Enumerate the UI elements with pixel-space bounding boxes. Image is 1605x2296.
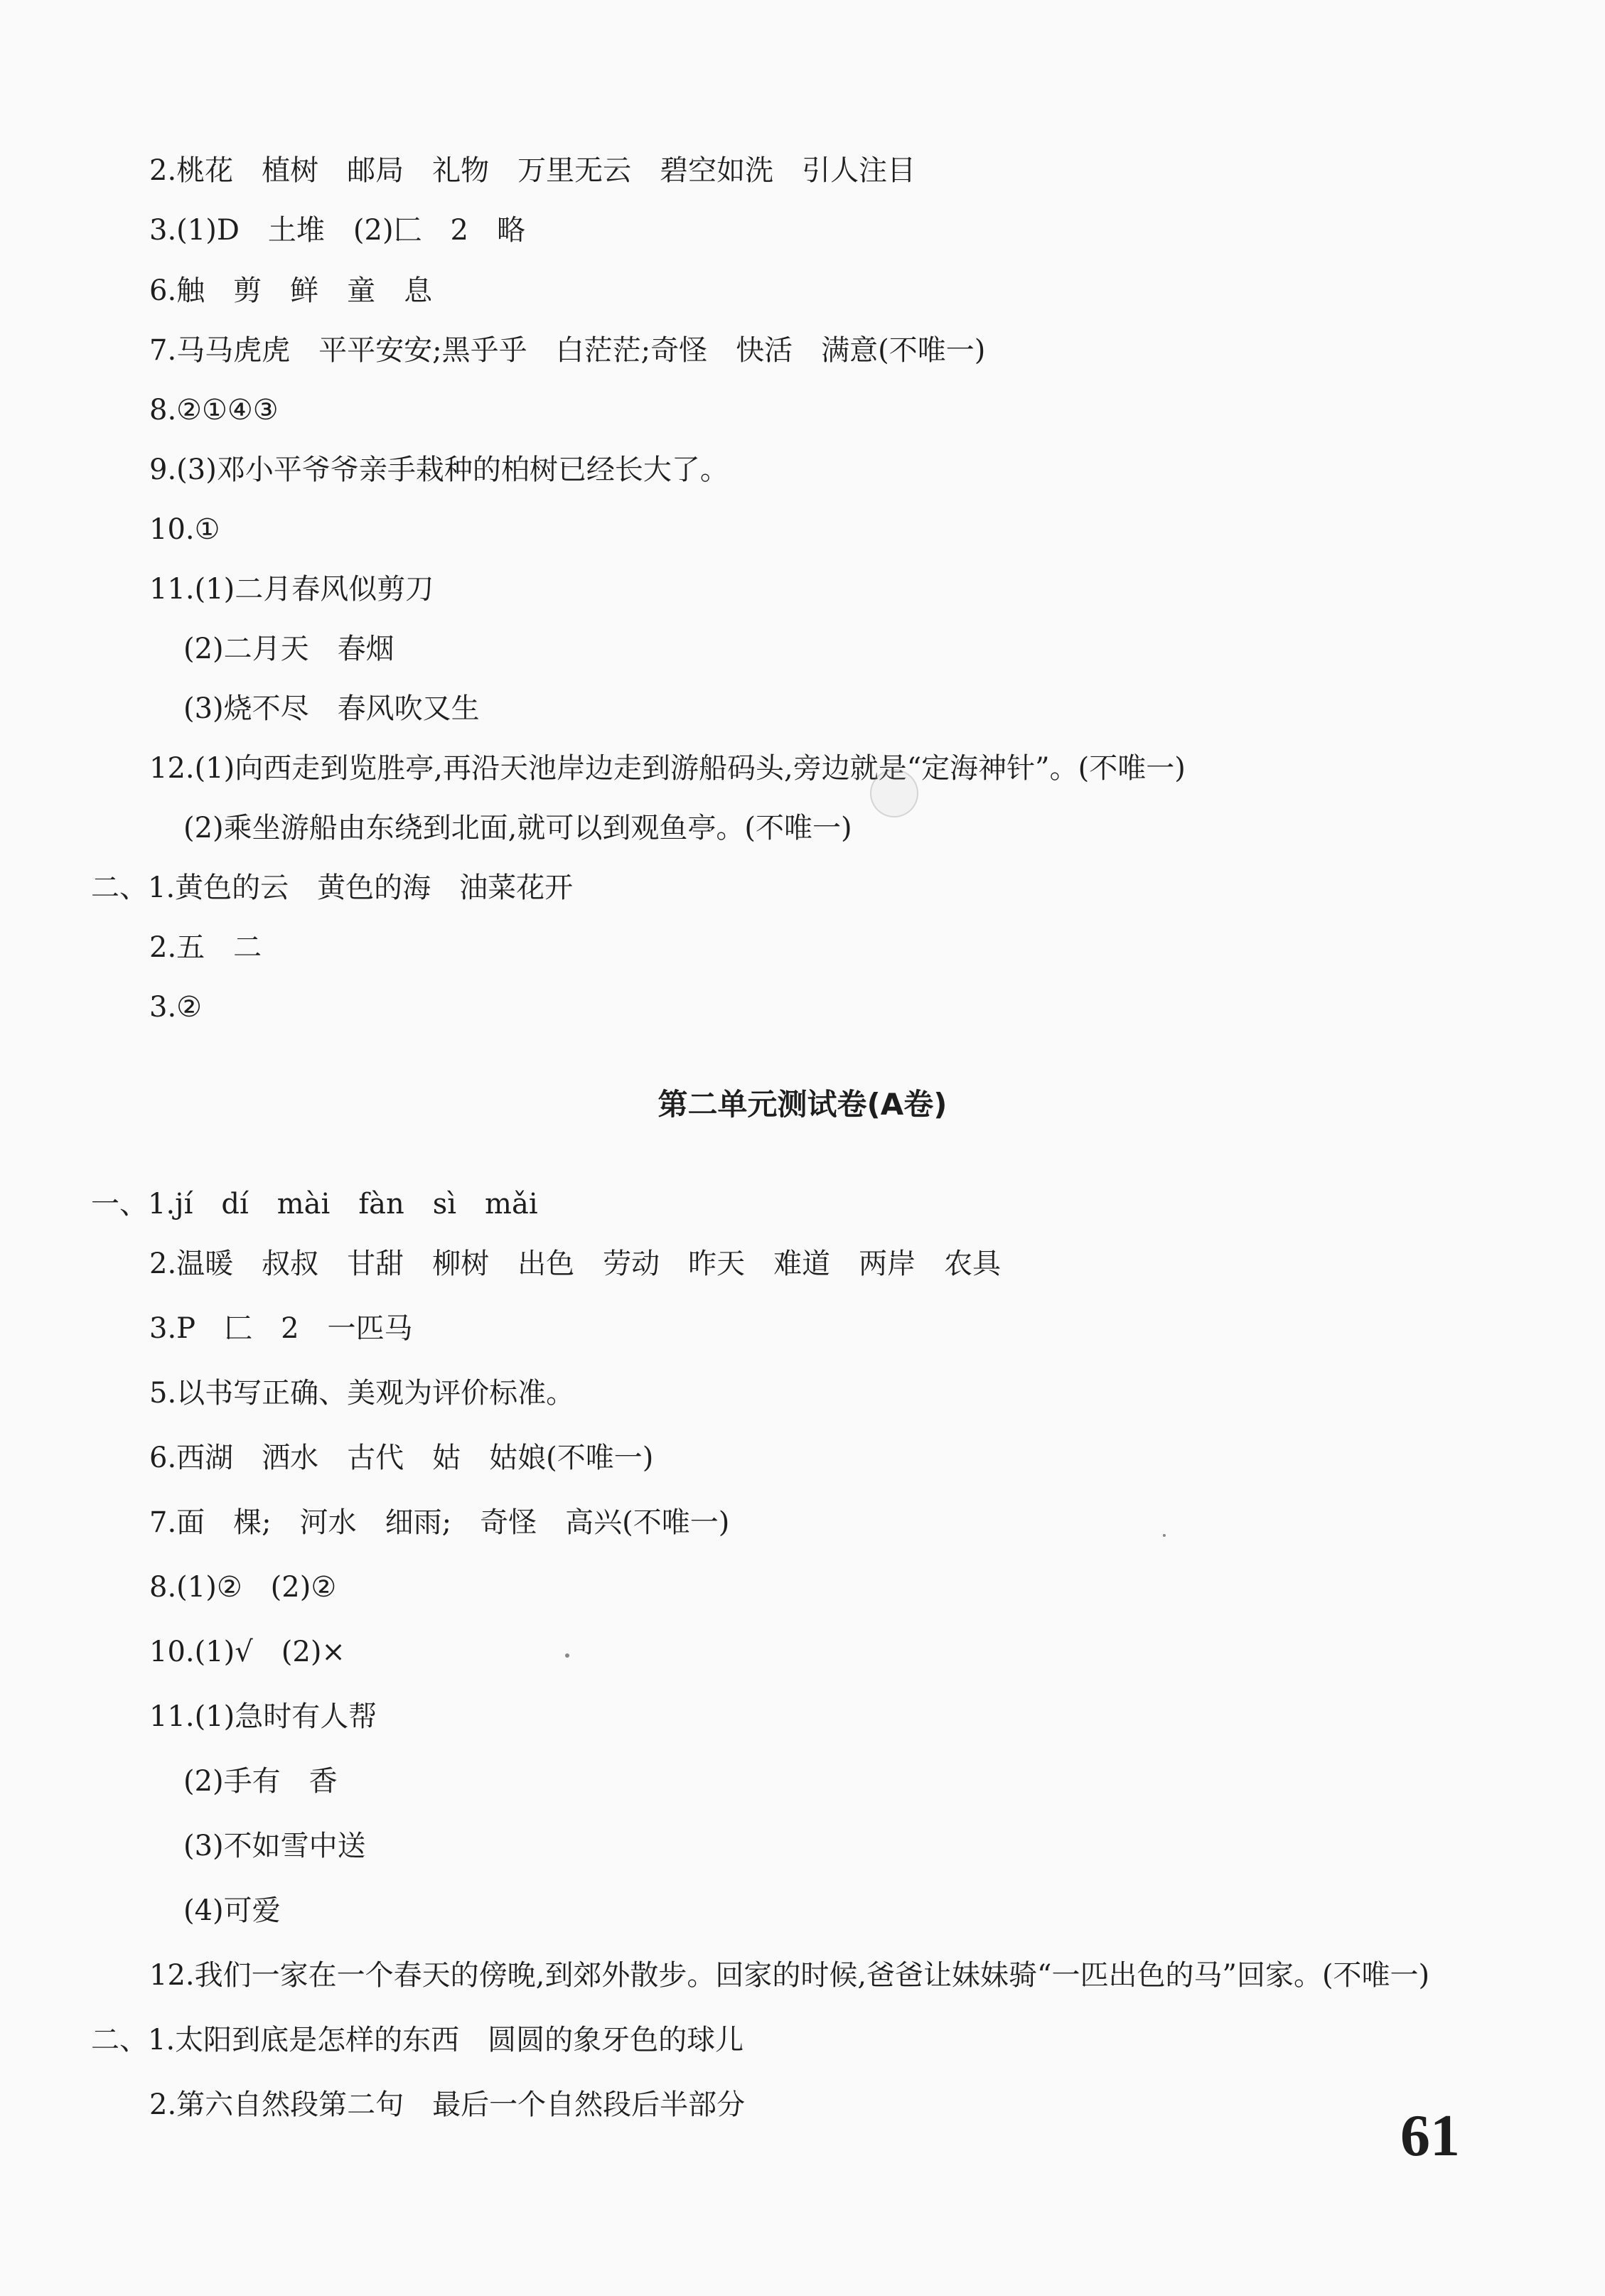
answer-line: 8.②①④③ — [149, 394, 279, 427]
stamp-mark — [870, 769, 918, 817]
answer-line: 6.西湖 洒水 古代 姑 姑娘(不唯一) — [149, 1442, 654, 1474]
answer-line: 二、1.黄色的云 黄色的海 油菜花开 — [91, 871, 574, 904]
answer-line: 2.桃花 植树 邮局 礼物 万里无云 碧空如洗 引人注目 — [149, 154, 916, 187]
answer-line: 7.马马虎虎 平平安安;黑乎乎 白茫茫;奇怪 快活 满意(不唯一) — [149, 334, 986, 367]
answer-line: 11.(1)二月春风似剪刀 — [149, 573, 434, 606]
answer-line: 6.触 剪 鲜 童 息 — [149, 274, 433, 307]
answer-line: (3)烧不尽 春风吹又生 — [183, 692, 480, 725]
answer-line: 12.(1)向西走到览胜亭,再沿天池岸边走到游船码头,旁边就是“定海神针”。(不唯一) — [149, 752, 1186, 785]
answer-line: 7.面 棵; 河水 细雨; 奇怪 高兴(不唯一) — [149, 1506, 730, 1539]
answer-line: 10.(1)√ (2)× — [149, 1636, 345, 1668]
answer-line: 5.以书写正确、美观为评价标准。 — [149, 1377, 575, 1410]
answer-line: 二、1.太阳到底是怎样的东西 圆圆的象牙色的球儿 — [91, 2024, 744, 2056]
answer-line: 9.(3)邓小平爷爷亲手栽种的柏树已经长大了。 — [149, 454, 729, 486]
answer-line: 10.① — [149, 513, 220, 546]
answer-line: 2.温暖 叔叔 甘甜 柳树 出色 劳动 昨天 难道 两岸 农具 — [149, 1248, 1002, 1280]
answer-line: 一、1.jí dí mài fàn sì mǎi — [91, 1188, 538, 1221]
answer-line: 3.② — [149, 991, 203, 1024]
answer-line: (2)手有 香 — [183, 1765, 338, 1798]
answer-line: 11.(1)急时有人帮 — [149, 1700, 377, 1733]
answer-line: (4)可爱 — [183, 1894, 281, 1927]
answer-line: 3.P 匚 2 一匹马 — [149, 1312, 413, 1345]
answer-line: 3.(1)D 土堆 (2)匚 2 略 — [149, 214, 526, 247]
answer-line: (2)二月天 春烟 — [183, 633, 394, 665]
answer-line: (2)乘坐游船由东绕到北面,就可以到观鱼亭。(不唯一) — [183, 812, 852, 844]
scan-speck — [1163, 1534, 1166, 1537]
answer-line: 2.五 二 — [149, 931, 262, 964]
scan-speck — [565, 1653, 569, 1658]
answer-line: (3)不如雪中送 — [183, 1830, 366, 1862]
answer-line: 2.第六自然段第二句 最后一个自然段后半部分 — [149, 2088, 746, 2121]
page-number: 61 — [1400, 2103, 1460, 2169]
section-title: 第二单元测试卷(A卷) — [657, 1087, 948, 1122]
answer-line: 8.(1)② (2)② — [149, 1571, 337, 1604]
answer-line: 12.我们一家在一个春天的傍晚,到郊外散步。回家的时候,爸爸让妹妹骑“一匹出色的马”回家。(不唯一) — [149, 1959, 1430, 1992]
